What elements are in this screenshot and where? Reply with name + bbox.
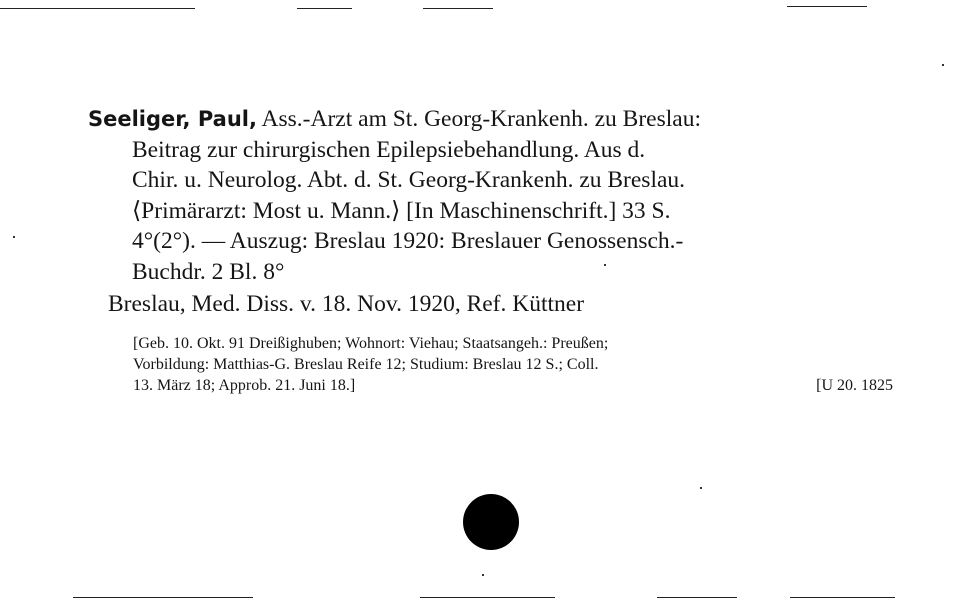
scan-speck <box>700 487 702 489</box>
bottom-rule <box>420 597 555 598</box>
entry-line-4: ⟨Primärarzt: Most u. Mann.⟩ [In Maschinenschrift.] 33 S. <box>132 197 671 224</box>
bottom-rule <box>657 597 737 598</box>
bio-line-1: [Geb. 10. Okt. 91 Dreißighuben; Wohnort: Viehau; Staatsangeh.: Preußen; <box>133 335 609 352</box>
top-rule <box>787 6 867 7</box>
entry-text: Ass.-Arzt am St. Georg-Krankenh. zu Breslau: <box>256 106 701 132</box>
punch-hole <box>463 494 519 550</box>
top-rule <box>0 8 195 9</box>
scan-speck <box>942 64 944 66</box>
bio-line-2: Vorbildung: Matthias-G. Breslau Reife 12; Studium: Breslau 12 S.; Coll. <box>133 356 599 373</box>
bottom-rule <box>73 597 253 598</box>
author-name: Seeliger, Paul, <box>88 107 257 131</box>
entry-line-5: 4°(2°). — Auszug: Breslau 1920: Breslauer Genossensch.- <box>132 228 684 254</box>
entry-line-1 <box>88 104 908 135</box>
biographical-note <box>133 333 893 396</box>
scan-speck <box>604 264 606 266</box>
entry-line-3: Chir. u. Neurolog. Abt. d. St. Georg-Krankenh. zu Breslau. <box>132 167 686 193</box>
entry-line-2: Beitrag zur chirurgischen Epilepsiebehandlung. Aus d. <box>132 136 646 163</box>
scan-speck <box>13 236 15 238</box>
bio-line-3-text: 13. März 18; Approb. 21. Juni 18.] <box>133 377 356 394</box>
top-rule <box>423 8 493 9</box>
main-entry <box>88 104 908 287</box>
dissertation-note: Breslau, Med. Diss. v. 18. Nov. 1920, Ref. Küttner <box>108 291 585 317</box>
top-rule <box>297 8 352 9</box>
shelfmark: [U 20. 1825 <box>816 377 893 394</box>
bio-line-3 <box>133 375 893 396</box>
entry-line-6: Buchdr. 2 Bl. 8° <box>132 258 285 285</box>
bottom-rule <box>790 597 895 598</box>
scan-speck <box>482 574 484 576</box>
